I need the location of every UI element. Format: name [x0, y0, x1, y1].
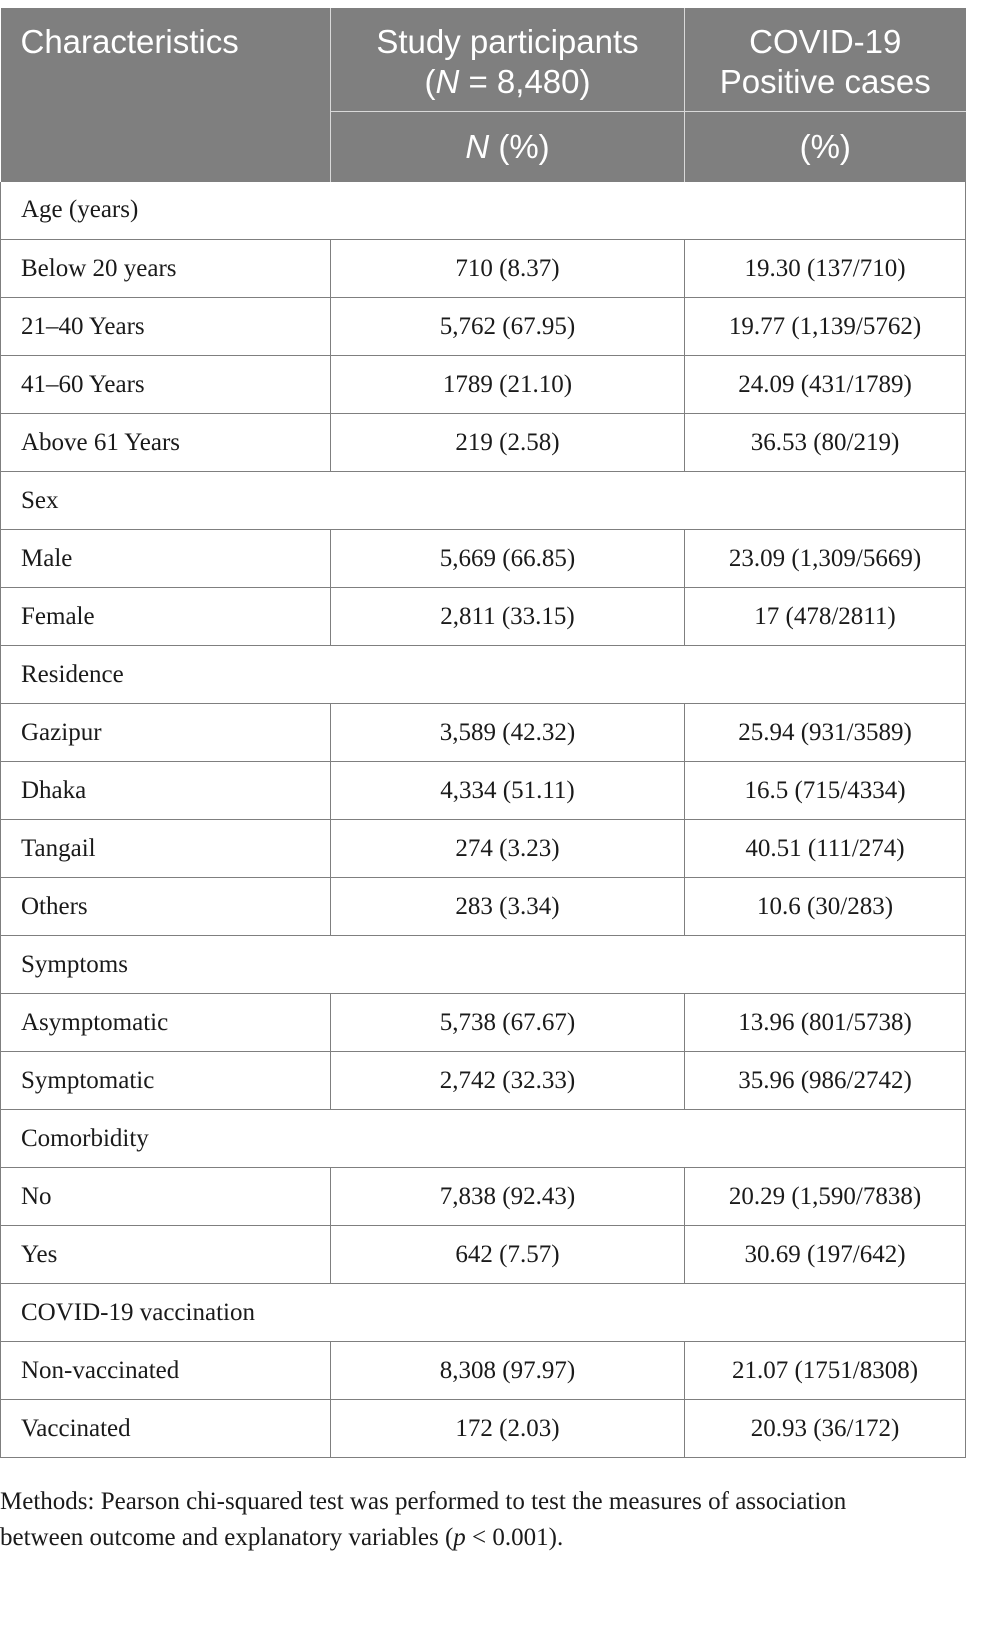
positive-cases-cell: 21.07 (1751/8308) [685, 1342, 966, 1400]
table-row [1, 820, 966, 878]
group-label: Sex [1, 472, 966, 530]
table-group-row [1, 936, 966, 994]
participants-cell: 642 (7.57) [331, 1226, 685, 1284]
row-label: Asymptomatic [1, 994, 331, 1052]
table-row [1, 704, 966, 762]
row-label: Vaccinated [1, 1400, 331, 1458]
row-label: Symptomatic [1, 1052, 331, 1110]
table-row [1, 530, 966, 588]
header-positive-cases-line1: COVID-19 [749, 23, 902, 60]
positive-cases-cell: 36.53 (80/219) [685, 414, 966, 472]
characteristics-table [0, 8, 966, 1458]
group-label: Symptoms [1, 936, 966, 994]
participants-cell: 8,308 (97.97) [331, 1342, 685, 1400]
subheader-percent: (%) [685, 111, 966, 182]
positive-cases-cell: 24.09 (431/1789) [685, 356, 966, 414]
positive-cases-cell: 19.77 (1,139/5762) [685, 298, 966, 356]
positive-cases-cell: 23.09 (1,309/5669) [685, 530, 966, 588]
table-row [1, 588, 966, 646]
row-label: 41–60 Years [1, 356, 331, 414]
participants-cell: 3,589 (42.32) [331, 704, 685, 762]
table-footnote [0, 1484, 990, 1556]
table-group-row [1, 1110, 966, 1168]
header-study-participants [331, 8, 685, 111]
row-label: Dhaka [1, 762, 331, 820]
positive-cases-cell: 16.5 (715/4334) [685, 762, 966, 820]
positive-cases-cell: 30.69 (197/642) [685, 1226, 966, 1284]
positive-cases-cell: 10.6 (30/283) [685, 878, 966, 936]
participants-cell: 219 (2.58) [331, 414, 685, 472]
table-row [1, 1342, 966, 1400]
positive-cases-cell: 13.96 (801/5738) [685, 994, 966, 1052]
participants-cell: 5,669 (66.85) [331, 530, 685, 588]
participants-cell: 7,838 (92.43) [331, 1168, 685, 1226]
positive-cases-cell: 40.51 (111/274) [685, 820, 966, 878]
table-row [1, 1400, 966, 1458]
row-label: Tangail [1, 820, 331, 878]
participants-cell: 2,742 (32.33) [331, 1052, 685, 1110]
participants-cell: 274 (3.23) [331, 820, 685, 878]
table-group-row [1, 182, 966, 240]
table-row [1, 414, 966, 472]
table-body [1, 182, 966, 1458]
positive-cases-cell: 17 (478/2811) [685, 588, 966, 646]
table-header [1, 8, 966, 182]
table-row [1, 356, 966, 414]
table-container [0, 8, 965, 1458]
table-row [1, 1052, 966, 1110]
row-label: 21–40 Years [1, 298, 331, 356]
header-study-participants-prefix: ( [424, 63, 436, 100]
table-group-row [1, 1284, 966, 1342]
subheader-percent-label: (%) [489, 127, 550, 165]
table-row [1, 1168, 966, 1226]
table-row [1, 994, 966, 1052]
row-label: Below 20 years [1, 240, 331, 298]
row-label: Above 61 Years [1, 414, 331, 472]
table-group-row [1, 472, 966, 530]
header-characteristics: Characteristics [1, 8, 331, 111]
subheader-n-symbol: N [465, 127, 490, 165]
row-label: No [1, 1168, 331, 1226]
footnote-line2-prefix: between outcome and explanatory variables ( [0, 1524, 454, 1551]
row-label: Gazipur [1, 704, 331, 762]
subheader-n-percent [331, 111, 685, 182]
group-label: Residence [1, 646, 966, 704]
positive-cases-cell: 20.29 (1,590/7838) [685, 1168, 966, 1226]
group-label: COVID-19 vaccination [1, 1284, 966, 1342]
group-label: Age (years) [1, 182, 966, 240]
row-label: Male [1, 530, 331, 588]
positive-cases-cell: 20.93 (36/172) [685, 1400, 966, 1458]
table-row [1, 878, 966, 936]
header-study-participants-count: = 8,480) [459, 63, 591, 100]
row-label: Others [1, 878, 331, 936]
participants-cell: 172 (2.03) [331, 1400, 685, 1458]
participants-cell: 5,762 (67.95) [331, 298, 685, 356]
row-label: Yes [1, 1226, 331, 1284]
participants-cell: 2,811 (33.15) [331, 588, 685, 646]
participants-cell: 4,334 (51.11) [331, 762, 685, 820]
header-positive-cases-line2: Positive cases [719, 63, 931, 100]
table-row [1, 762, 966, 820]
footnote-p-symbol: p [453, 1524, 466, 1551]
participants-cell: 283 (3.34) [331, 878, 685, 936]
participants-cell: 1789 (21.10) [331, 356, 685, 414]
table-group-row [1, 646, 966, 704]
footnote-line1: Methods: Pearson chi-squared test was performed to test the measures of association [0, 1488, 847, 1515]
row-label: Female [1, 588, 331, 646]
table-row [1, 1226, 966, 1284]
subheader-blank [1, 111, 331, 182]
header-study-participants-line1: Study participants [376, 23, 639, 60]
participants-cell: 5,738 (67.67) [331, 994, 685, 1052]
positive-cases-cell: 35.96 (986/2742) [685, 1052, 966, 1110]
positive-cases-cell: 25.94 (931/3589) [685, 704, 966, 762]
positive-cases-cell: 19.30 (137/710) [685, 240, 966, 298]
table-row [1, 298, 966, 356]
header-positive-cases [685, 8, 966, 111]
footnote-line2-suffix: < 0.001). [465, 1524, 564, 1551]
row-label: Non-vaccinated [1, 1342, 331, 1400]
group-label: Comorbidity [1, 1110, 966, 1168]
header-n-symbol: N [435, 63, 460, 100]
participants-cell: 710 (8.37) [331, 240, 685, 298]
table-row [1, 240, 966, 298]
